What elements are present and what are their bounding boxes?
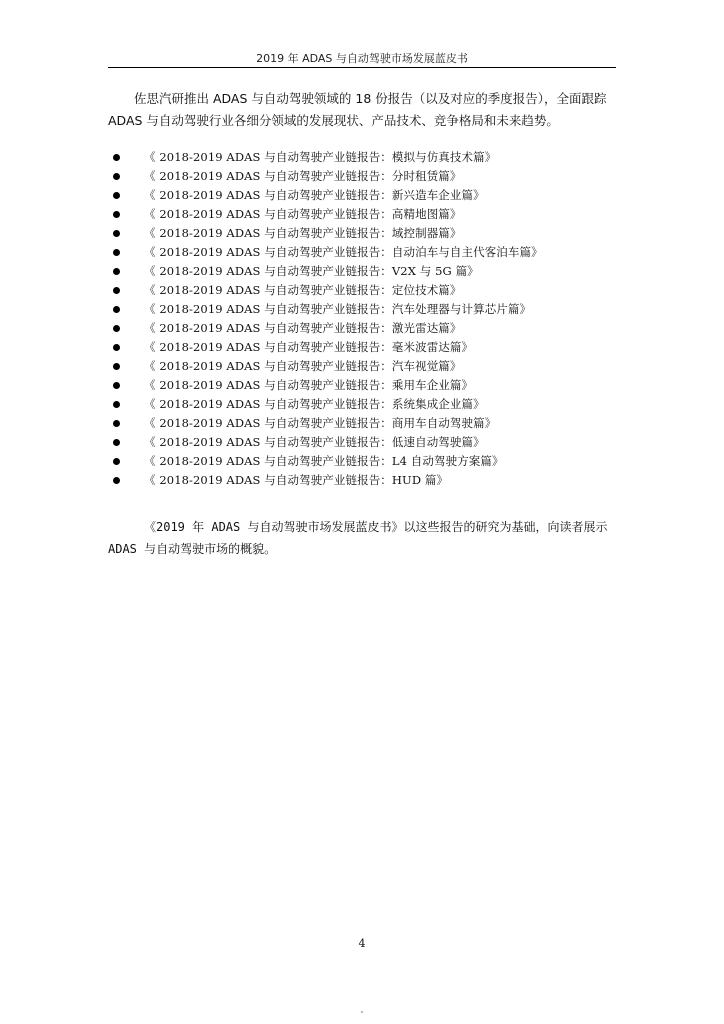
report-title: 《 2018-2019 ADAS 与自动驾驶产业链报告：模拟与仿真技术篇》 (144, 150, 497, 164)
bullet-icon (113, 230, 120, 237)
report-title: 《 2018-2019 ADAS 与自动驾驶产业链报告：HUD 篇》 (144, 473, 449, 487)
bullet-icon (113, 344, 120, 351)
report-title: 《 2018-2019 ADAS 与自动驾驶产业链报告：毫米波雷达篇》 (144, 340, 474, 354)
report-title: 《 2018-2019 ADAS 与自动驾驶产业链报告：低速自动驾驶篇》 (144, 435, 485, 449)
intro-paragraph: 佐思汽研推出 ADAS 与自动驾驶领域的 18 份报告（以及对应的季度报告），全面跟踪 ADAS 与自动驾驶行业各细分领域的发展现状、产品技术、竞争格局和未来趋势。 (108, 91, 607, 128)
bullet-icon (113, 249, 120, 256)
report-title: 《 2018-2019 ADAS 与自动驾驶产业链报告：汽车处理器与计算芯片篇》 (144, 302, 532, 316)
footer-mark: " (360, 1010, 364, 1019)
bullet-icon (113, 154, 120, 161)
report-title: 《 2018-2019 ADAS 与自动驾驶产业链报告：分时租赁篇》 (144, 169, 462, 183)
report-title: 《 2018-2019 ADAS 与自动驾驶产业链报告：V2X 与 5G 篇》 (144, 264, 479, 278)
page-number: 4 (358, 937, 366, 950)
list-item (108, 357, 616, 376)
bullet-icon (113, 439, 120, 446)
list-item (108, 433, 616, 452)
bullet-icon (113, 173, 120, 180)
header-rule (108, 67, 616, 68)
list-item (108, 148, 616, 167)
report-list (108, 148, 616, 490)
report-title: 《 2018-2019 ADAS 与自动驾驶产业链报告：激光雷达篇》 (144, 321, 462, 335)
bullet-icon (113, 211, 120, 218)
list-item (108, 319, 616, 338)
bullet-icon (113, 458, 120, 465)
report-title: 《 2018-2019 ADAS 与自动驾驶产业链报告：乘用车企业篇》 (144, 378, 474, 392)
bullet-icon (113, 363, 120, 370)
list-item (108, 452, 616, 471)
list-item (108, 471, 616, 490)
report-title: 《 2018-2019 ADAS 与自动驾驶产业链报告：定位技术篇》 (144, 283, 462, 297)
report-title: 《 2018-2019 ADAS 与自动驾驶产业链报告：自动泊车与自主代客泊车篇》 (144, 245, 543, 259)
report-title: 《 2018-2019 ADAS 与自动驾驶产业链报告：商用车自动驾驶篇》 (144, 416, 497, 430)
report-title: 《 2018-2019 ADAS 与自动驾驶产业链报告：系统集成企业篇》 (144, 397, 485, 411)
bullet-icon (113, 192, 120, 199)
list-item (108, 167, 616, 186)
list-item (108, 243, 616, 262)
list-item (108, 262, 616, 281)
bullet-icon (113, 401, 120, 408)
bullet-icon (113, 306, 120, 313)
list-item (108, 338, 616, 357)
list-item (108, 186, 616, 205)
bullet-icon (113, 325, 120, 332)
report-title: 《 2018-2019 ADAS 与自动驾驶产业链报告：汽车视觉篇》 (144, 359, 462, 373)
bullet-icon (113, 382, 120, 389)
running-header: 2019 年 ADAS 与自动驾驶市场发展蓝皮书 (256, 52, 468, 65)
closing-paragraph: 《2019 年 ADAS 与自动驾驶市场发展蓝皮书》以这些报告的研究为基础，向读者展示 ADAS 与自动驾驶市场的概貌。 (108, 520, 608, 556)
report-title: 《 2018-2019 ADAS 与自动驾驶产业链报告：L4 自动驾驶方案篇》 (144, 454, 504, 468)
list-item (108, 205, 616, 224)
list-item (108, 376, 616, 395)
list-item (108, 281, 616, 300)
list-item (108, 224, 616, 243)
list-item (108, 414, 616, 433)
report-title: 《 2018-2019 ADAS 与自动驾驶产业链报告：新兴造车企业篇》 (144, 188, 485, 202)
bullet-icon (113, 420, 120, 427)
bullet-icon (113, 268, 120, 275)
list-item (108, 395, 616, 414)
report-title: 《 2018-2019 ADAS 与自动驾驶产业链报告：域控制器篇》 (144, 226, 462, 240)
bullet-icon (113, 477, 120, 484)
bullet-icon (113, 287, 120, 294)
list-item (108, 300, 616, 319)
report-title: 《 2018-2019 ADAS 与自动驾驶产业链报告：高精地图篇》 (144, 207, 462, 221)
